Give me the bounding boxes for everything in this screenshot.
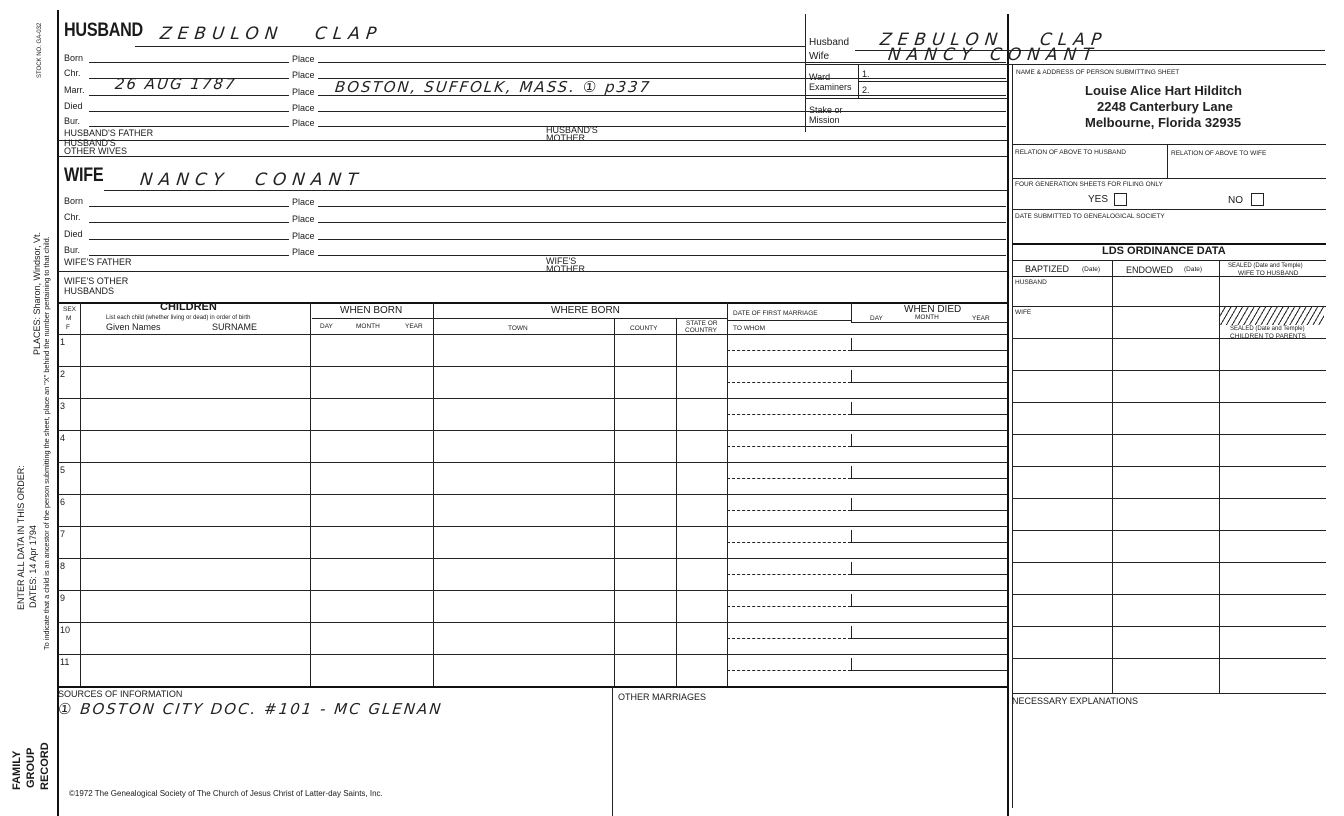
lds-col2 xyxy=(1219,260,1220,694)
lds-row-line xyxy=(1012,562,1326,563)
other-marriages-label: OTHER MARRIAGES xyxy=(618,692,707,702)
rt-wife-line xyxy=(806,64,1326,65)
marriage-subline xyxy=(727,320,851,321)
died-tick xyxy=(851,466,852,478)
wife-bur-place-label: Place xyxy=(292,247,315,257)
submitter-label: NAME & ADDRESS OF PERSON SUBMITTING SHEET xyxy=(1016,69,1180,76)
child-row-line xyxy=(58,494,1007,495)
child-row-number: 1 xyxy=(60,337,66,347)
husband-born-line xyxy=(89,62,289,63)
submitter-street: 2248 Canterbury Lane xyxy=(1097,99,1233,114)
submitter-city: Melbourne, Florida 32935 xyxy=(1085,115,1242,130)
footer-top-line xyxy=(58,686,1007,688)
wife-bur-line xyxy=(89,255,289,256)
relation-divider xyxy=(1167,144,1168,178)
rt-wife-surname: CONANT xyxy=(988,45,1100,65)
footer-divider xyxy=(612,686,613,816)
child-row-line xyxy=(58,462,1007,463)
died-tick xyxy=(851,594,852,606)
wife-died-place-line xyxy=(318,239,1006,240)
lds-row-line xyxy=(1012,338,1326,339)
rt-husband-label: Husband xyxy=(809,37,850,48)
wife-given-name: NANCY xyxy=(138,170,231,190)
col-died-head xyxy=(851,302,852,322)
born-year-label: YEAR xyxy=(405,323,423,330)
lds-sealed-wife: SEALED (Date and Temple) xyxy=(1228,263,1303,269)
marriage-dash-line xyxy=(727,638,851,639)
husband-marr-place-label: Place xyxy=(292,87,315,97)
born-month-label: MONTH xyxy=(356,323,380,330)
husband-father-label: HUSBAND'S FATHER xyxy=(64,128,154,138)
child-row-line xyxy=(58,398,1007,399)
rt-ward-line xyxy=(806,98,1007,99)
rt-examiner-line xyxy=(858,81,1007,82)
rt-husband-name: ZEBULON xyxy=(878,30,1005,50)
main-right-divider xyxy=(1007,14,1009,816)
rt-ex2: 2. xyxy=(862,85,870,95)
died-line xyxy=(851,510,1007,511)
husband-bur-line xyxy=(89,126,289,127)
lds-husband: HUSBAND xyxy=(1015,279,1047,286)
child-row-line xyxy=(58,334,1007,335)
wife-died-line xyxy=(89,239,289,240)
marriage-dash-line xyxy=(727,414,851,415)
born-day-label: DAY xyxy=(320,323,333,330)
when-born-label: WHEN BORN xyxy=(340,305,403,316)
wife-died-label: Died xyxy=(64,229,83,239)
yes-checkbox[interactable] xyxy=(1114,193,1127,206)
husband-mother-label: HUSBAND'S MOTHER xyxy=(546,125,598,143)
lds-baptized: BAPTIZED xyxy=(1025,264,1070,274)
no-checkbox[interactable] xyxy=(1251,193,1264,206)
child-row-line xyxy=(58,622,1007,623)
died-line xyxy=(851,446,1007,447)
wife-born-label: Born xyxy=(64,196,84,206)
family-label: FAMILY xyxy=(11,750,23,790)
state-label: STATE OR xyxy=(686,320,718,327)
lds-row-line xyxy=(1012,658,1326,659)
order-note: ENTER ALL DATA IN THIS ORDER: xyxy=(16,465,26,610)
rt-wife-name: NANCY xyxy=(886,45,979,65)
died-line xyxy=(851,414,1007,415)
wife-father-label: WIFE'S FATHER xyxy=(64,257,132,267)
lds-title: LDS ORDINANCE DATA xyxy=(1102,245,1226,257)
child-row-number: 7 xyxy=(60,529,66,539)
four-gen-label: FOUR GENERATION SHEETS FOR FILING ONLY xyxy=(1015,181,1163,188)
husband-marr-date: 26 AUG 1787 xyxy=(114,75,238,93)
lds-wife: WIFE xyxy=(1015,309,1032,316)
wife-bur-place-line xyxy=(318,255,1006,256)
right-top-divider xyxy=(805,14,806,132)
no-label: NO xyxy=(1228,195,1243,206)
died-line xyxy=(851,574,1007,575)
marriage-dash-line xyxy=(727,382,851,383)
husband-other-wives-label: HUSBAND'S OTHER WIVES xyxy=(64,138,128,156)
record-label: RECORD xyxy=(39,742,51,790)
surname-label: SURNAME xyxy=(212,322,258,332)
places-note: PLACES: Sharon, Windsor, Vt. xyxy=(32,231,42,355)
lds-row-line xyxy=(1012,594,1326,595)
child-row-number: 4 xyxy=(60,433,66,443)
husband-name-line xyxy=(135,46,805,47)
wife-heading: WIFE xyxy=(64,165,104,186)
wife-chr-place-line xyxy=(318,222,1006,223)
lds-row-line xyxy=(1012,530,1326,531)
footer-right-line xyxy=(1012,693,1326,694)
wife-born-place-label: Place xyxy=(292,197,315,207)
husband-given-name: ZEBULON xyxy=(158,24,285,44)
child-row-line xyxy=(58,654,1007,655)
dates-note: DATES: 14 Apr 1794 xyxy=(28,525,38,608)
wife-died-place-label: Place xyxy=(292,231,315,241)
died-tick xyxy=(851,658,852,670)
husband-marr-place: BOSTON, SUFFOLK, MASS. ① p337 xyxy=(334,78,653,96)
lds-sealed-children: SEALED (Date and Temple) xyxy=(1230,326,1305,332)
wife-chr-line xyxy=(89,222,289,223)
county-label: COUNTY xyxy=(630,325,658,332)
sources-handwritten: ① BOSTON CITY DOC. #101 - MC GLENAN xyxy=(57,700,444,718)
ancestor-note: To indicate that a child is an ancestor of the person submitting the sheet, place an "X" behind the number pertaining to that child. xyxy=(42,236,51,650)
child-row-line xyxy=(58,430,1007,431)
yes-label: YES xyxy=(1088,194,1109,205)
died-tick xyxy=(851,530,852,542)
wife-born-line xyxy=(89,206,289,207)
husband-died-place-label: Place xyxy=(292,103,315,113)
wife-mother-label: WIFE'S MOTHER xyxy=(546,256,585,274)
died-tick xyxy=(851,402,852,414)
child-row-number: 6 xyxy=(60,497,66,507)
rt-mission-label: Mission xyxy=(809,115,840,125)
died-day-label: DAY xyxy=(870,315,883,322)
copyright: ©1972 The Genealogical Society of The Church of Jesus Christ of Latter-day Saints, Inc. xyxy=(69,789,383,798)
child-row-line xyxy=(58,558,1007,559)
marriage-dash-line xyxy=(727,446,851,447)
sex-m: M xyxy=(66,315,72,322)
lds-row-line xyxy=(1012,402,1326,403)
rel-wife-label: RELATION OF ABOVE TO WIFE xyxy=(1171,150,1267,157)
when-died-label: WHEN DIED xyxy=(904,304,962,315)
first-marriage-label: DATE OF FIRST MARRIAGE xyxy=(733,310,818,317)
husband-marr-line xyxy=(89,95,289,96)
child-row-line xyxy=(58,366,1007,367)
col-county xyxy=(676,318,677,686)
explanations-label: NECESSARY EXPLANATIONS xyxy=(1012,696,1139,706)
sex-label: SEX xyxy=(63,306,77,313)
country-label: COUNTRY xyxy=(685,327,718,334)
sex-f: F xyxy=(66,324,70,331)
husband-died-line xyxy=(89,111,289,112)
died-line xyxy=(851,670,1007,671)
marriage-dash-line xyxy=(727,670,851,671)
wife-born-place-line xyxy=(318,206,1006,207)
to-whom-label: TO WHOM xyxy=(733,325,766,332)
wife-other-husbands-label: WIFE'S OTHER HUSBANDS xyxy=(64,276,129,296)
died-tick xyxy=(851,562,852,574)
child-row-line xyxy=(58,590,1007,591)
submitter-name: Louise Alice Hart Hilditch xyxy=(1085,83,1242,98)
wife-surname: CONANT xyxy=(253,170,365,190)
lds-col1 xyxy=(1112,260,1113,694)
col-town xyxy=(614,318,615,686)
lds-endowed: ENDOWED xyxy=(1126,265,1173,275)
died-line xyxy=(851,478,1007,479)
relation-bottom-line xyxy=(1012,178,1326,179)
marriage-dash-line xyxy=(727,478,851,479)
lds-hatch xyxy=(1220,307,1324,325)
rt-husband-surname: CLAP xyxy=(1038,30,1109,50)
lds-header-line xyxy=(1012,276,1326,277)
wife-chr-place-label: Place xyxy=(292,214,315,224)
four-gen-bottom-line xyxy=(1012,209,1326,210)
husband-marr-label: Marr. xyxy=(64,85,85,95)
children-instr: List each child (whether living or dead) in order of birth xyxy=(106,315,251,321)
died-tick xyxy=(851,338,852,350)
died-line xyxy=(851,542,1007,543)
husband-born-place-label: Place xyxy=(292,54,315,64)
child-row-number: 3 xyxy=(60,401,66,411)
died-tick xyxy=(851,370,852,382)
died-line xyxy=(851,638,1007,639)
marriage-dash-line xyxy=(727,606,851,607)
lds-baptized-date: (Date) xyxy=(1082,266,1101,273)
where-born-label: WHERE BORN xyxy=(551,305,620,316)
lds-row-line xyxy=(1012,370,1326,371)
child-row-line xyxy=(58,526,1007,527)
child-row-number: 8 xyxy=(60,561,66,571)
wife-name-line xyxy=(104,190,1007,191)
lds-row-line xyxy=(1012,498,1326,499)
submitter-bottom-line xyxy=(1012,144,1326,145)
wife-chr-label: Chr. xyxy=(64,212,81,222)
died-line xyxy=(851,606,1007,607)
died-month-label: MONTH xyxy=(915,314,939,321)
rel-husband-label: RELATION OF ABOVE TO HUSBAND xyxy=(1015,149,1126,156)
lds-row-line xyxy=(1012,626,1326,627)
sources-label: SOURCES OF INFORMATION xyxy=(58,689,183,699)
husband-chr-place-label: Place xyxy=(292,70,315,80)
child-row-number: 2 xyxy=(60,369,66,379)
town-label: TOWN xyxy=(508,325,528,332)
when-born-subline xyxy=(312,318,432,319)
husband-parents-line xyxy=(58,140,1007,141)
where-born-subline xyxy=(432,318,727,319)
when-died-subline xyxy=(851,322,1007,323)
marriage-dash-line xyxy=(727,510,851,511)
husband-heading: HUSBAND xyxy=(64,20,143,41)
lds-title-line xyxy=(1012,260,1326,261)
wife-parents-line xyxy=(58,271,1007,272)
husband-died-place-line xyxy=(318,111,1006,112)
husband-born-label: Born xyxy=(64,53,84,63)
husband-bur-place-line xyxy=(318,126,1006,127)
husband-other-wives-line xyxy=(58,156,1007,157)
husband-bur-place-label: Place xyxy=(292,118,315,128)
child-row-number: 9 xyxy=(60,593,66,603)
rt-wife-label: Wife xyxy=(809,51,829,62)
rt-stake-label: Stake or xyxy=(809,105,843,115)
marriage-dash-line xyxy=(727,350,851,351)
children-title: CHILDREN xyxy=(160,301,217,313)
lds-row-line xyxy=(1012,466,1326,467)
died-tick xyxy=(851,626,852,638)
died-line xyxy=(851,350,1007,351)
died-tick xyxy=(851,498,852,510)
group-label: GROUP xyxy=(25,747,37,788)
date-submitted-label: DATE SUBMITTED TO GENEALOGICAL SOCIETY xyxy=(1015,213,1165,220)
stock-number: STOCK NO. GA-032 xyxy=(37,22,43,78)
rt-ward-label: Ward xyxy=(809,72,831,82)
marriage-dash-line xyxy=(727,574,851,575)
given-names-label: Given Names xyxy=(106,322,161,332)
died-line xyxy=(851,382,1007,383)
lds-endowed-date: (Date) xyxy=(1184,266,1203,273)
died-tick xyxy=(851,434,852,446)
lds-sealed-children2: CHILDREN TO PARENTS xyxy=(1230,333,1306,340)
child-row-number: 11 xyxy=(60,657,70,667)
wife-bur-label: Bur. xyxy=(64,245,81,255)
husband-surname: CLAP xyxy=(313,24,384,44)
lds-sealed-wife2: WIFE TO HUSBAND xyxy=(1238,270,1299,277)
lds-row-line xyxy=(1012,434,1326,435)
rt-examiners-label: Examiners xyxy=(809,82,852,92)
husband-bur-label: Bur. xyxy=(64,116,81,126)
child-row-number: 5 xyxy=(60,465,66,475)
rt-ex1: 1. xyxy=(862,69,870,79)
husband-died-label: Died xyxy=(64,101,83,111)
child-row-number: 10 xyxy=(60,625,71,635)
marriage-dash-line xyxy=(727,542,851,543)
died-year-label: YEAR xyxy=(972,315,990,322)
husband-chr-label: Chr. xyxy=(64,68,81,78)
